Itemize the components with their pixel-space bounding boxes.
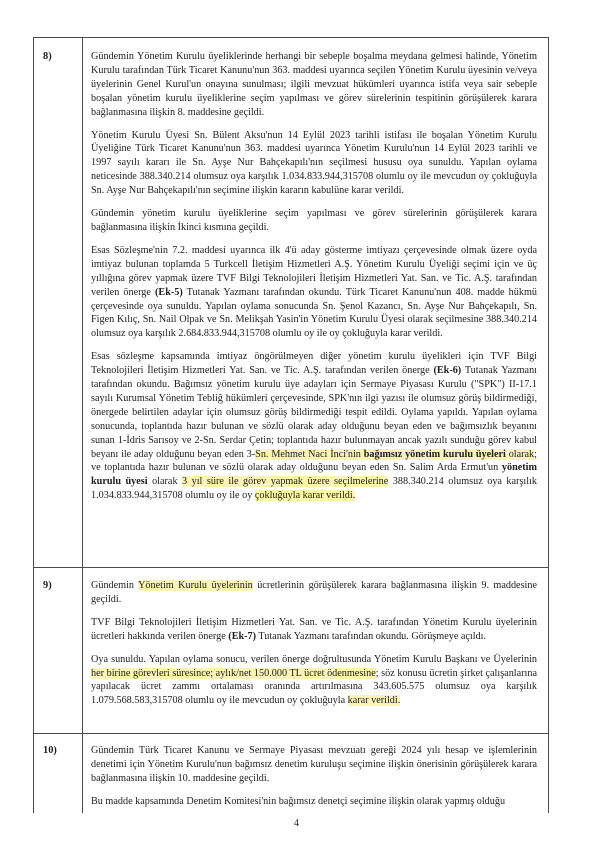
highlighted-text: 3 yıl süre ile görev yapmak üzere seçilmelerine [182,476,389,488]
text-run: Oya sunuldu. Yapılan oylama sonucu, verilen önerge doğrultusunda Yönetim Kurulu Başkanı ve Üyelerinin [91,653,537,665]
text-run: Yönetim Kurulu Üyesi Sn. Bülent Aksu'nun 14 Eylül 2023 tarihli istifası ile boşalan Yönetim Kurulu Üyeliğine Türk Ticaret Kanunu'nun 363. maddesi uyarınca Yönetim Kurulu'nun 14 Eylül 2023 tarihli ve 1997 sayılı kararı ile Sn. Ayşe Nur Bahçekapılı'nın seçilmesi hususu oya sunuldu. Yapılan oylama neticesinde 388.340.214 olumsuz oya karşılık 1.034.833.944,315708 olumlu oy ile mevcudun oy çokluğuyla Sn. Ayşe Nur Bahçekapılı'nın seçimine ilişkin kararın kabulüne karar verildi. [91,129,537,197]
highlighted-text: karar verildi. [347,695,401,707]
highlighted-text: Sn. Mehmet Naci İnci'nin [255,448,364,460]
highlighted-text: Yönetim Kurulu üyelerinin [138,580,253,591]
paragraph [91,579,537,607]
text-run: Gündemin yönetim kurulu üyeliklerine seçim yapılması ve görev sürelerinin görüşülerek karara bağlanmasına ilişkin İkinci kısmına geçildi. [91,208,537,233]
bold-text: (Ek-7) [228,630,257,642]
paragraph [91,244,537,341]
text-run: ; ve toplantıda hazır bulunan ve sözlü olarak aday olduğunu beyan eden Sn. Salim Arda Ermut'un [91,448,537,474]
paragraph [91,616,537,644]
paragraph [91,50,537,120]
text-run: Tutanak Yazmanı tarafından okundu. Türk Ticaret Kanunu'nun 408. madde hükmü çerçevesinde oya sunuldu. Yapılan oylama sonucunda Sn. Şenol Kazancı, Sn. Ayşe Nur Bahçekapılı, Sn. Figen Kılıç, Sn. Nail Olpak ve Sn. Melikşah Yasin'in Yönetim Kurulu Üyesi olarak seçilmesine 388.340.214 olumsuz oya karşılık 2.684.833.944,315708 olumlu oy ile oy çokluğuyla karar verildi. [91,286,537,340]
text-run: Gündemin [91,580,139,591]
text-run: Bu madde kapsamında Denetim Komitesi'nin bağımsız denetçi seçimine ilişkin olarak yapmış olduğu [91,795,506,807]
text-run: olarak [147,476,183,488]
paragraph [91,795,537,809]
highlighted-text: bağımsız yönetim kurulu üyeleri [363,448,506,460]
text-run: Tutanak Yazmanı tarafından okundu. Bağımsız yönetim kurulu üye adayları için Sermaye Piyasası Kurulu ("SPK") II-17.1 sayılı Kurumsal Yönetim Tebliğ hükümleri çerçevesinde, SPK'nın ilgi yazısı ile olumsuz görüş bildirmediği, önergede belirtilen adaylar için olumsuz görüş bildirmediği tespit edildi. Oylama yapıldı. Yapılan oylama sonucunda, toplantıda hazır bulunan ve sözlü olarak aday olduğunu beyan eden ve bağımsızlık beyanını sunan 1-İdris Sarısoy ve 2-Sn. Serdar Çetin; toplantıda hazır bulunmayan ancak yazılı sunduğu görev kabul beyanı ile aday olduğunu beyan eden 3- [91,365,538,460]
text-run: ; söz konusu ücretin şirket çalışanlarına yapılacak ücret zammı ortalaması oranında artırılmasına 343.605.575 olumsuz oya karşılık 1.079.568.583,315708 olumlu oy ile mevcudun oy çokluğuyla [91,667,537,707]
table-column-divider [82,37,83,813]
highlighted-text: çokluğuyla karar verildi. [254,490,356,502]
item-number: 9) [43,580,52,591]
highlighted-text: her birine görevleri süresince; aylık/net 150.000 TL ücret ödenmesine [91,667,376,679]
paragraph [91,129,537,199]
text-run: Esas Sözleşme'nin 7.2. maddesi uyarınca ilk 4'ü aday gösterme imtiyazı çerçevesinde olmak üzere oyda imtiyaz bulunan toplamda 5 Turkcell İletişim Hizmetleri A.Ş. Yönetim Kurulu Üyeliği seçimi için ve üç yıllığına görev yapmak üzere TVF Bilgi Teknolojileri İletişim Hizmetleri Yat. San. ve Tic. A.Ş. tarafından verilen önerge [91,244,537,298]
paragraph [91,653,537,709]
row-divider [33,567,549,568]
text-run: Tutanak Yazmanı tarafından okundu. Görüşmeye açıldı. [256,630,487,642]
bold-text: (Ek-5) [155,286,183,298]
paragraph [91,207,537,235]
text-run: Gündemin Türk Ticaret Kanunu ve Sermaye Piyasası mevzuatı gereği 2024 yılı hesap ve işlemlerinin denetimi için Yönetim Kurulu'nun bağımsız denetim kuruluşu seçimine ilişkin önerisinin görüşülerek karara bağlanmasına ilişkin 10. maddesine geçildi. [91,745,537,784]
agenda-item-10 [91,744,537,818]
text-run: TVF Bilgi Teknolojileri İletişim Hizmetleri Yat. San. ve Tic. A.Ş. tarafından Yönetim Kurulu üyelerinin ücretleri hakkında verilen önerge [91,616,537,642]
item-number: 10) [43,745,57,756]
page-number: 4 [294,818,299,829]
text-run: ücretlerinin görüşülerek karara bağlanmasına ilişkin 9. maddesine geçildi. [91,580,537,605]
row-divider [33,733,549,734]
bold-text: yönetim kurulu üyesi [91,462,537,488]
text-run: Gündemin Yönetim Kurulu üyeliklerinde herhangi bir sebeple boşalma meydana gelmesi halinde, Yönetim Kurulu tarafından Türk Ticaret Kanunu'nun 363. maddesi uyarınca seçilen Yönetim Kurulu üyesinin ve/veya üyelerinin Genel Kurul'un onayına sunulması; ilgili mevzuat hükümleri uyarınca istifa veya sair sebeple boşalan yönetim kurulu üyeliklerine seçim yapılması ve görev sürelerinin tespitinin görüşülerek karara bağlanmasına ilişkin 8. maddesine geçildi. [91,51,537,118]
text-run: 388.340.214 olumsuz oya karşılık 1.034.833.944,315708 olumlu oy ile oy [91,476,537,502]
agenda-item-9 [91,579,537,717]
item-number: 8) [43,51,52,62]
text-run: Esas sözleşme kapsamında imtiyaz öngörülmeyen diğer yönetim kurulu üyelikleri için TVF Bilgi Teknolojileri İletişim Hizmetleri Yat. San. ve Tic. A.Ş. tarafından verilen önerge [91,351,537,377]
paragraph [91,744,537,786]
highlighted-text: olarak [505,448,535,460]
agenda-item-8 [91,50,537,512]
bold-text: (Ek-6) [433,365,462,377]
paragraph [91,350,537,503]
